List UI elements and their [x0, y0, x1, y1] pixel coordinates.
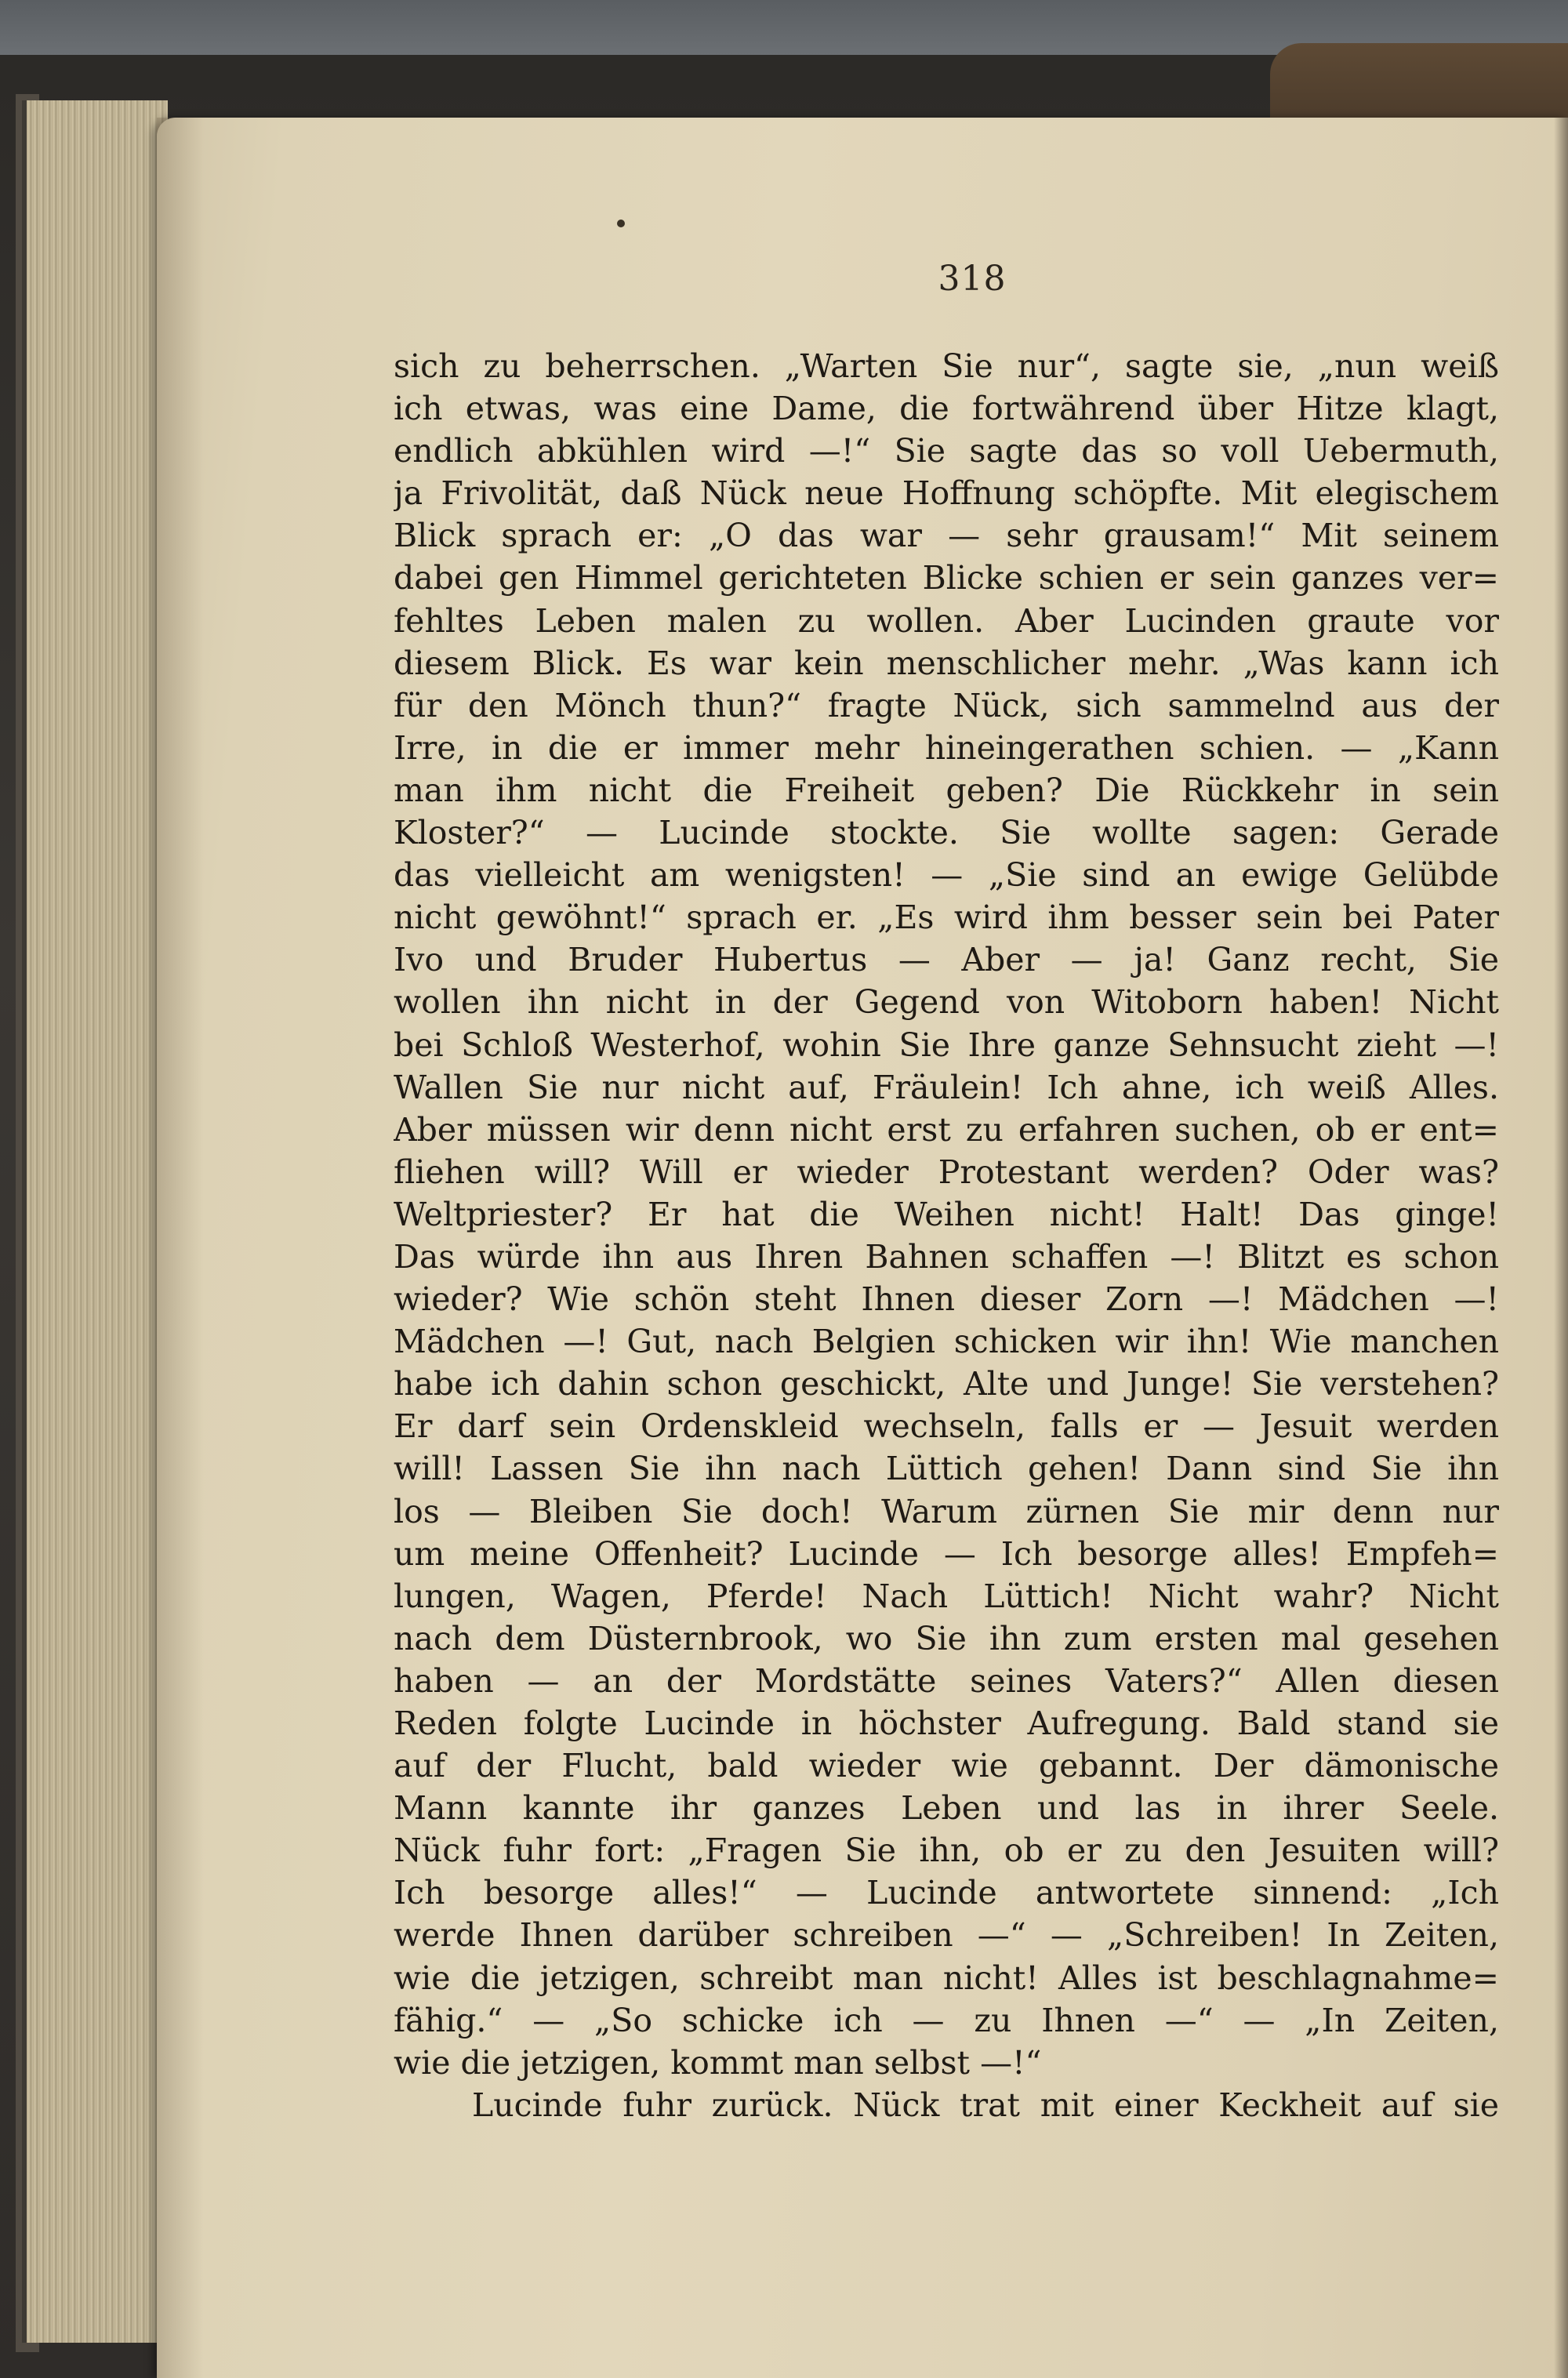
text-line: nach dem Düsternbrook, wo Sie ihn zum ersten mal gesehen — [394, 1619, 1499, 1657]
page-edges-stack — [22, 100, 168, 2343]
text-line: Mädchen —! Gut, nach Belgien schicken wir ihn! Wie manchen — [394, 1323, 1499, 1361]
text-line: fliehen will? Will er wieder Protestant werden? Oder was? — [394, 1153, 1499, 1191]
text-line: auf der Flucht, bald wieder wie gebannt. Der dämonische — [394, 1747, 1499, 1785]
text-line: bei Schloß Westerhof, wohin Sie Ihre ganze Sehnsucht zieht —! — [394, 1026, 1499, 1064]
text-line: Kloster?“ — Lucinde stockte. Sie wollte sagen: Gerade — [394, 814, 1499, 852]
text-line: haben — an der Mordstätte seines Vaters?“ Allen diesen — [394, 1661, 1499, 1700]
text-line: man ihm nicht die Freiheit geben? Die Rückkehr in sein — [394, 771, 1499, 809]
text-line: sich zu beherrschen. „Warten Sie nur“, sagte sie, „nun weiß — [394, 347, 1499, 385]
text-line: Nück fuhr fort: „Fragen Sie ihn, ob er zu den Jesuiten will? — [394, 1832, 1499, 1870]
text-line: fähig.“ — „So schicke ich — zu Ihnen —“ — „In Zeiten, — [394, 2001, 1499, 2039]
book-spine-corner — [1270, 43, 1568, 129]
text-line: für den Mönch thun?“ fragte Nück, sich sammelnd aus der — [394, 686, 1499, 724]
text-line: Aber müssen wir denn nicht erst zu erfahren suchen, ob er ent= — [394, 1110, 1499, 1149]
text-line: ja Frivolität, daß Nück neue Hoffnung schöpfte. Mit elegischem — [394, 474, 1499, 513]
text-line: das vielleicht am wenigsten! — „Sie sind an ewige Gelübde — [394, 856, 1499, 895]
text-line: Reden folgte Lucinde in höchster Aufregung. Bald stand sie — [394, 1705, 1499, 1742]
text-line: los — Bleiben Sie doch! Warum zürnen Sie mir denn nur — [394, 1492, 1499, 1530]
text-line: um meine Offenheit? Lucinde — Ich besorge alles! Empfeh= — [394, 1534, 1499, 1573]
text-line: Weltpriester? Er hat die Weihen nicht! Halt! Das ginge! — [394, 1195, 1499, 1233]
text-line: Das würde ihn aus Ihren Bahnen schaffen —! Blitzt es schon — [394, 1237, 1499, 1276]
text-line: ich etwas, was eine Dame, die fortwährend über Hitze klagt, — [394, 390, 1499, 428]
text-line: Er darf sein Ordenskleid wechseln, falls er — Jesuit werden — [394, 1407, 1499, 1446]
page-text — [394, 345, 1499, 2126]
text-line: wieder? Wie schön steht Ihnen dieser Zorn —! Mädchen —! — [394, 1280, 1499, 1319]
text-line: Irre, in die er immer mehr hineingerathen schien. — „Kann — [394, 728, 1499, 767]
text-line: Mann kannte ihr ganzes Leben und las in ihrer Seele. — [394, 1789, 1499, 1828]
text-line: Wallen Sie nur nicht auf, Fräulein! Ich ahne, ich weiß Alles. — [394, 1068, 1499, 1106]
text-line: wie die jetzigen, schreibt man nicht! Alles ist beschlagnahme= — [394, 1959, 1499, 1997]
text-line: Blick sprach er: „O das war — sehr grausam!“ Mit seinem — [394, 517, 1499, 555]
text-line: Ich besorge alles!“ — Lucinde antwortete sinnend: „Ich — [394, 1874, 1499, 1912]
text-line: lungen, Wagen, Pferde! Nach Lüttich! Nicht wahr? Nicht — [394, 1577, 1499, 1615]
page-number: 318 — [938, 259, 1007, 299]
text-line: endlich abkühlen wird —!“ Sie sagte das so voll Uebermuth, — [394, 432, 1499, 470]
text-line: habe ich dahin schon geschickt, Alte und Junge! Sie verstehen? — [394, 1365, 1499, 1403]
ink-speck — [617, 220, 625, 227]
text-line: will! Lassen Sie ihn nach Lüttich gehen! Dann sind Sie ihn — [394, 1450, 1499, 1488]
text-line: diesem Blick. Es war kein menschlicher mehr. „Was kann ich — [394, 644, 1499, 682]
text-line: nicht gewöhnt!“ sprach er. „Es wird ihm besser sein bei Pater — [394, 899, 1499, 937]
text-line: dabei gen Himmel gerichteten Blicke schien er sein ganzes ver= — [394, 559, 1499, 597]
text-line: Ivo und Bruder Hubertus — Aber — ja! Ganz recht, Sie — [394, 941, 1499, 979]
text-line-paragraph-start: Lucinde fuhr zurück. Nück trat mit einer Keckheit auf sie — [472, 2086, 1499, 2124]
gutter-shade — [157, 118, 204, 2378]
text-line: fehltes Leben malen zu wollen. Aber Lucinden graute vor — [394, 601, 1499, 640]
text-line: werde Ihnen darüber schreiben —“ — „Schreiben! In Zeiten, — [394, 1916, 1499, 1955]
text-line: wie die jetzigen, kommt man selbst —!“ — [394, 2043, 1042, 2082]
text-line: wollen ihn nicht in der Gegend von Witoborn haben! Nicht — [394, 983, 1499, 1022]
page-right-edge — [1554, 118, 1568, 2378]
